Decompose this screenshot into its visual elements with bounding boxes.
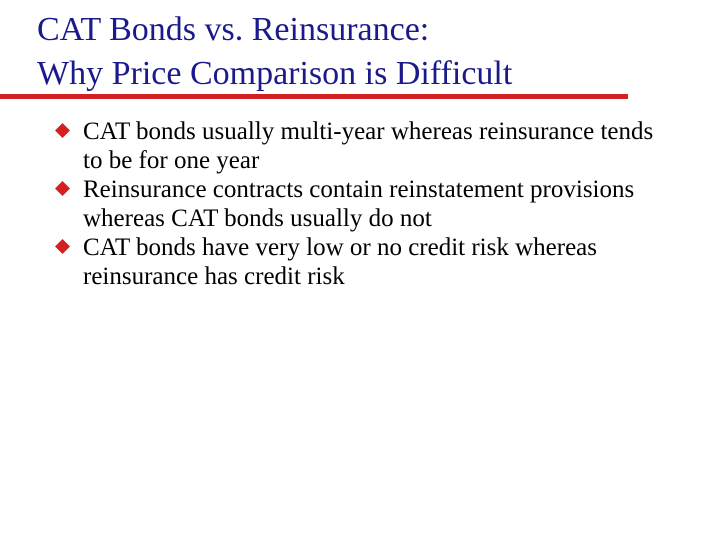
bullet-item-3 — [55, 233, 675, 291]
title-line-2: Why Price Comparison is Difficult — [37, 55, 513, 92]
title-line-1: CAT Bonds vs. Reinsurance: — [37, 11, 430, 48]
diamond-bullet-icon — [55, 239, 70, 254]
slide-title — [37, 8, 637, 96]
bullet-text-2: Reinsurance contracts contain reinstatement provisions whereas CAT bonds usually do not — [83, 176, 635, 232]
bullet-text-3: CAT bonds have very low or no credit risk whereas reinsurance has credit risk — [83, 234, 598, 290]
diamond-bullet-icon — [55, 181, 70, 196]
bullet-list — [55, 117, 675, 291]
bullet-item-2 — [55, 175, 675, 233]
diamond-bullet-icon — [55, 123, 70, 138]
bullet-text-1: CAT bonds usually multi-year whereas reinsurance tends to be for one year — [83, 118, 654, 174]
title-divider-rule — [0, 94, 628, 99]
bullet-item-1 — [55, 117, 675, 175]
